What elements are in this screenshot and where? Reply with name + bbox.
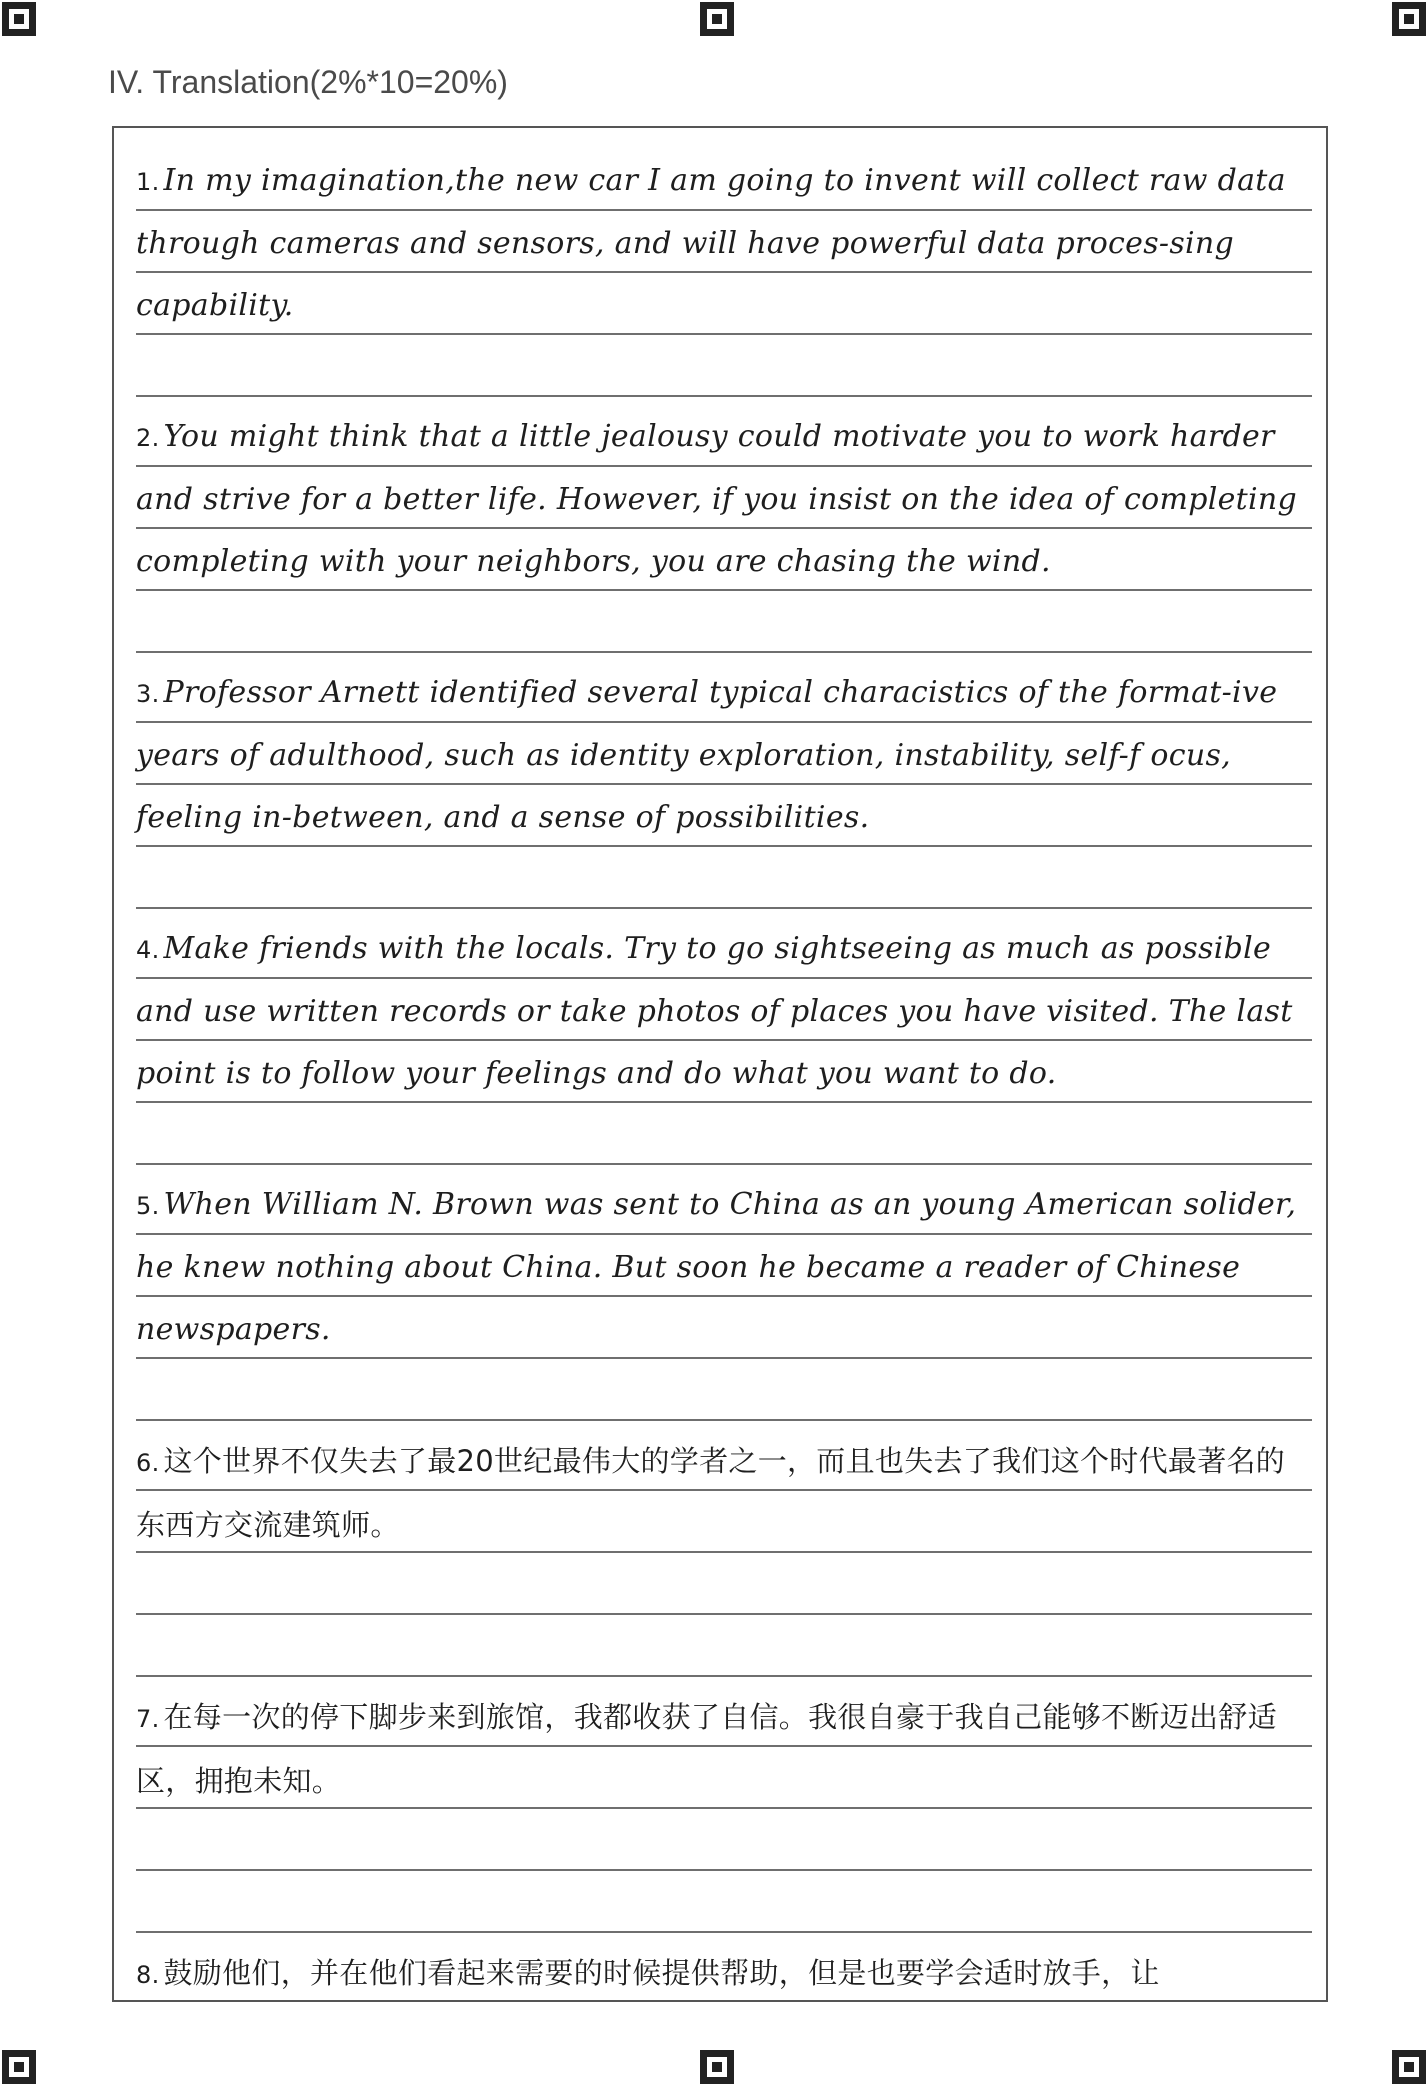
answer-number: 5. (136, 1192, 160, 1220)
corner-marker-top-center (700, 2, 734, 36)
answer-number: 4. (136, 936, 160, 964)
answer-text: Professor Arnett identified several typical characistics of the format-ive years of adulthood, such as identity exploration, instability, self-f ocus, feeling in-between, and a sense of possibilities. (136, 675, 1278, 835)
answer-text: In my imagination,the new car I am going to invent will collect raw data through cameras and sensors, and will have powerful data proces-sing capability. (136, 163, 1286, 323)
answer-text: You might think that a little jealousy could motivate you to work harder and strive for a better life. However, if you insist on the idea of completing completing with your neighbors, you are chasing the wind. (136, 419, 1298, 579)
answer-6 (136, 1430, 1312, 1678)
answer-text: 在每一次的停下脚步来到旅馆，我都收获了自信。我很自豪于我自己能够不断迈出舒适区，拥抱未知。 (136, 1700, 1277, 1798)
answer-number: 3. (136, 680, 160, 708)
corner-marker-top-left (2, 2, 36, 36)
answer-number: 2. (136, 424, 160, 452)
answer-number: 6. (136, 1449, 160, 1477)
answer-8 (136, 1942, 1312, 2002)
answer-5 (136, 1174, 1312, 1422)
corner-marker-bottom-center (700, 2050, 734, 2084)
answer-frame (112, 126, 1328, 2002)
answer-number: 7. (136, 1705, 160, 1733)
answer-2 (136, 406, 1312, 654)
answer-text: Make friends with the locals. Try to go sightseeing as much as possible and use written records or take photos of places you have visited. The last point is to follow your feelings and do what you want to do. (136, 931, 1293, 1091)
corner-marker-bottom-right (1392, 2050, 1426, 2084)
answer-text: 这个世界不仅失去了最20世纪最伟大的学者之一，而且也失去了我们这个时代最著名的东西方交流建筑师。 (136, 1444, 1286, 1542)
answer-1 (136, 150, 1312, 398)
answer-text: 鼓励他们，并在他们看起来需要的时候提供帮助，但是也要学会适时放手，让 (163, 1956, 1160, 1990)
answer-4 (136, 918, 1312, 1166)
section-heading: IV. Translation(2%*10=20%) (108, 64, 508, 100)
answer-number: 1. (136, 168, 160, 196)
corner-marker-top-right (1392, 2, 1426, 36)
answer-text: When William N. Brown was sent to China as an young American solider, he knew nothing about China. But soon he became a reader of Chinese newspapers. (136, 1187, 1297, 1347)
corner-marker-bottom-left (2, 2050, 36, 2084)
answer-3 (136, 662, 1312, 910)
answer-7 (136, 1686, 1312, 1934)
answer-number: 8. (136, 1961, 160, 1989)
